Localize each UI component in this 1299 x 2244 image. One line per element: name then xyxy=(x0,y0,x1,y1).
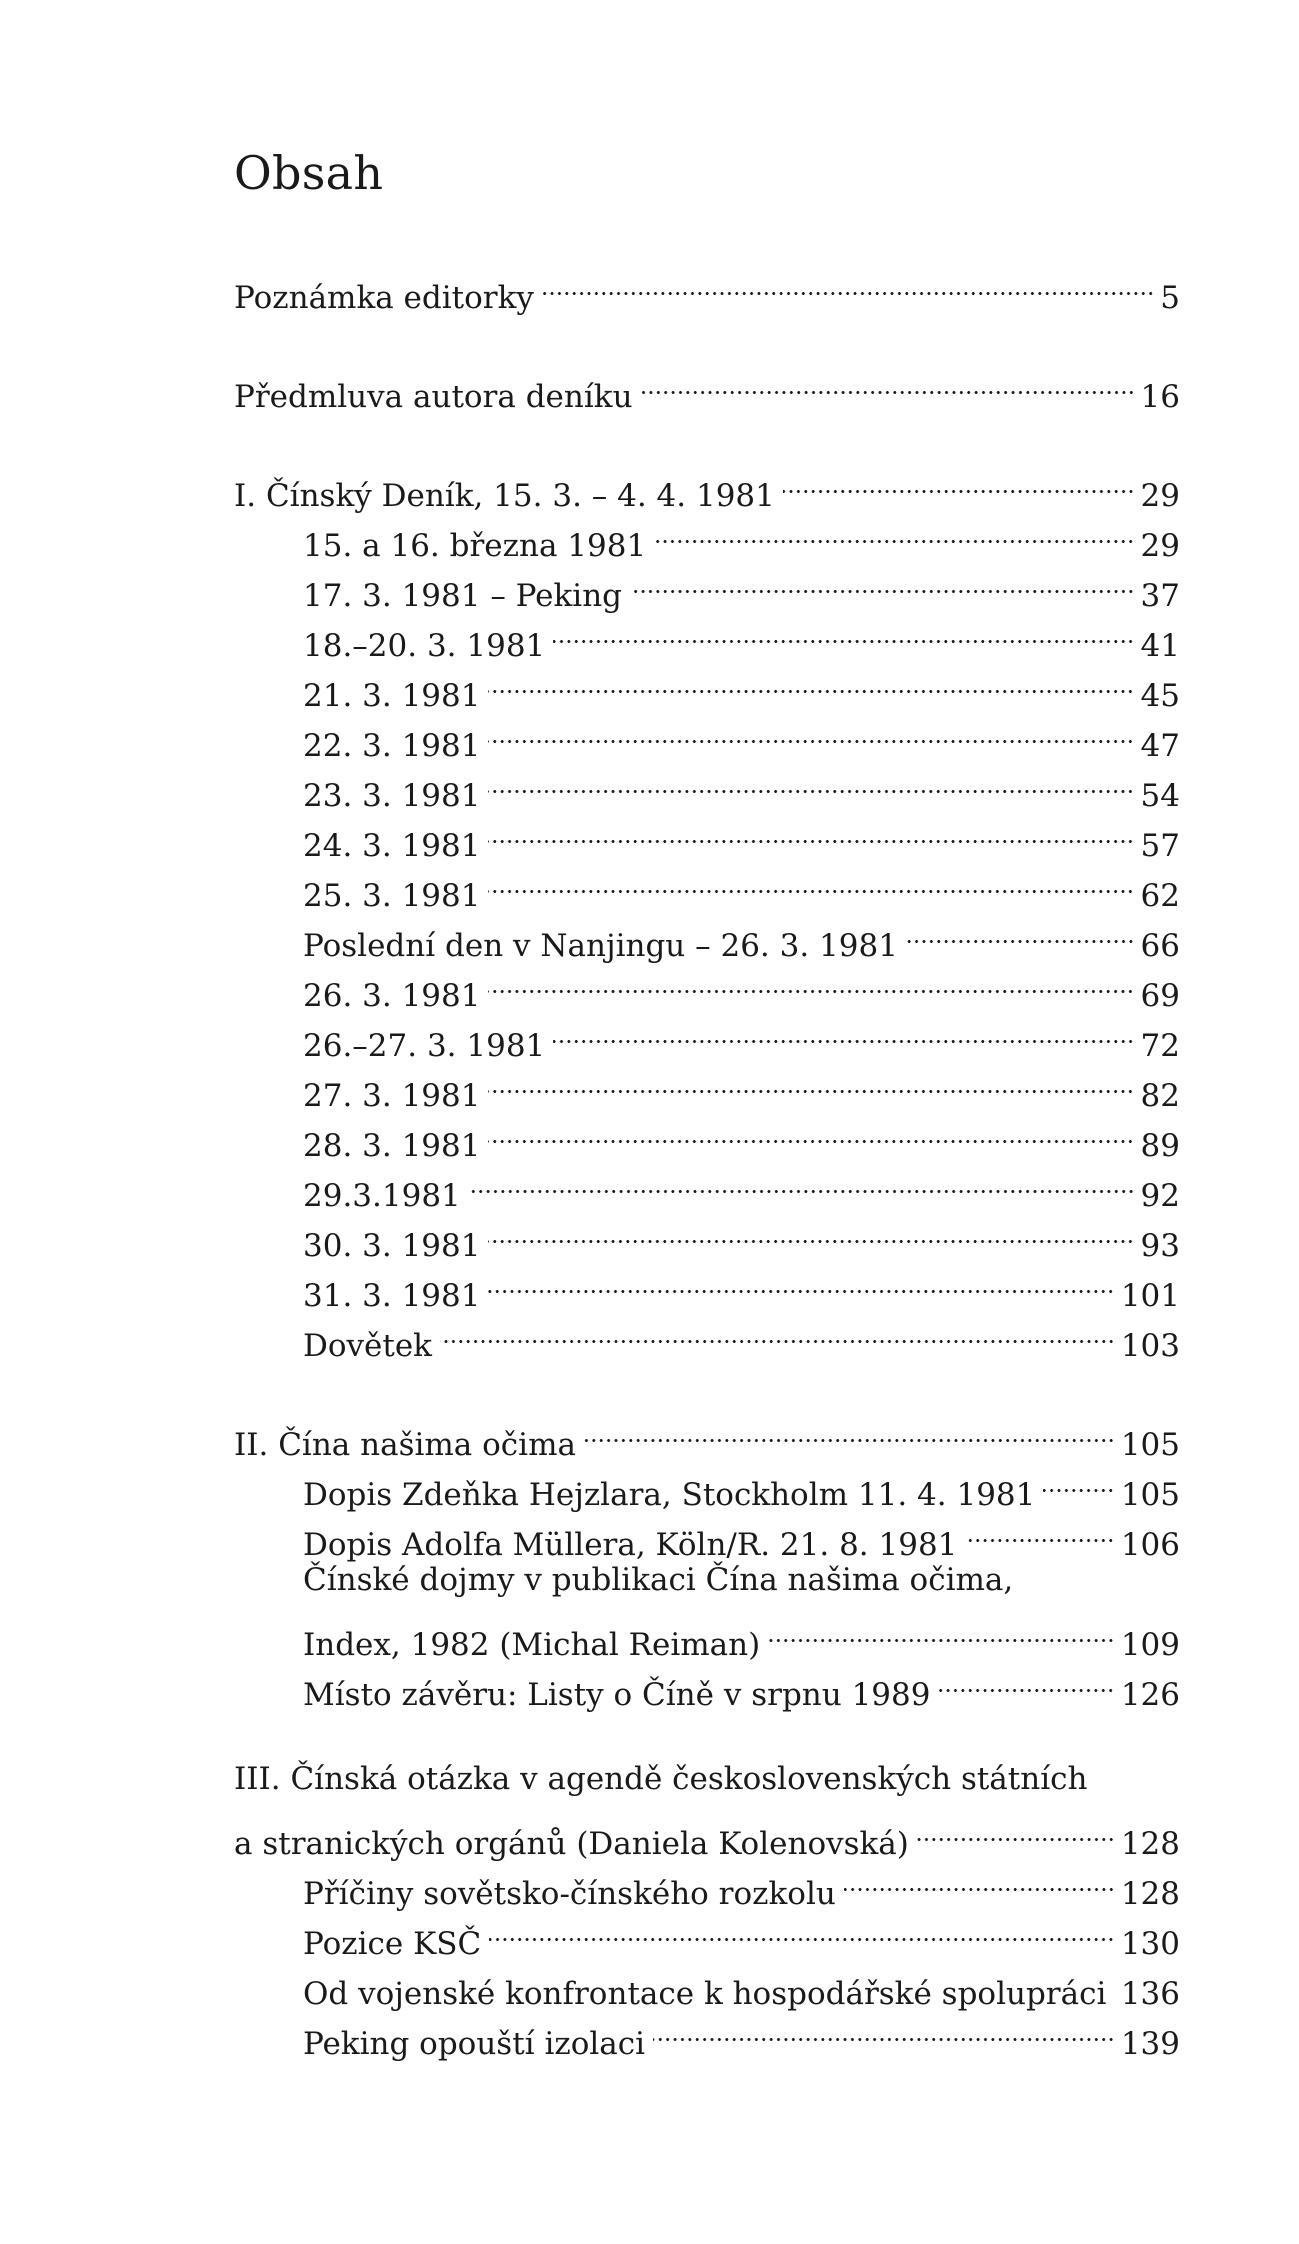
toc-entry-page: 82 xyxy=(1140,1078,1180,1114)
dot-leader xyxy=(488,806,1134,856)
toc-section-part1 xyxy=(234,456,1180,1364)
toc-entry-page: 139 xyxy=(1120,2026,1180,2062)
toc-part-page: 105 xyxy=(1120,1427,1180,1463)
dot-leader xyxy=(653,2004,1115,2054)
dot-leader xyxy=(488,1106,1134,1156)
toc-entry-title: 31. 3. 1981 xyxy=(303,1278,481,1314)
toc-section-part2 xyxy=(234,1405,1180,1713)
toc-entry-page: 136 xyxy=(1120,1976,1180,2012)
dot-leader xyxy=(488,656,1134,706)
toc-entry-page: 16 xyxy=(1140,379,1180,415)
toc-entry-title: Předmluva autora deníku xyxy=(234,379,633,415)
dot-leader xyxy=(584,1405,1115,1455)
table-of-contents xyxy=(234,258,1180,2062)
toc-entry-title: 25. 3. 1981 xyxy=(303,878,481,914)
toc-entry[interactable] xyxy=(234,258,1180,316)
toc-entry-title: Dopis Zdeňka Hejzlara, Stockholm 11. 4. 1981 xyxy=(303,1477,1036,1513)
toc-entry[interactable] xyxy=(234,357,1180,415)
toc-entry-title: 21. 3. 1981 xyxy=(303,678,481,714)
toc-part-heading[interactable] xyxy=(234,1804,1180,1862)
dot-leader xyxy=(488,756,1134,806)
toc-part-heading[interactable] xyxy=(234,456,1180,514)
toc-entry-title: Dovětek xyxy=(303,1328,432,1364)
toc-part-page: 128 xyxy=(1120,1826,1180,1862)
toc-entry-title: Místo závěru: Listy o Číně v srpnu 1989 xyxy=(303,1677,931,1713)
toc-entry-title: 24. 3. 1981 xyxy=(303,828,481,864)
toc-entry-title: 15. a 16. března 1981 xyxy=(303,528,647,564)
toc-entry-title: Poznámka editorky xyxy=(234,280,534,316)
toc-entry-page: 101 xyxy=(1120,1278,1180,1314)
toc-entry-title: Od vojenské konfrontace k hospodářské spolupráci xyxy=(303,1976,1107,2012)
toc-entry-page: 92 xyxy=(1140,1178,1180,1214)
toc-entry-title: 29.3.1981 xyxy=(303,1178,461,1214)
dot-leader xyxy=(488,1256,1114,1306)
toc-part-heading[interactable] xyxy=(234,1405,1180,1463)
dot-leader xyxy=(906,906,1135,956)
toc-entry-title: 27. 3. 1981 xyxy=(303,1078,481,1114)
dot-leader xyxy=(542,258,1154,308)
toc-section-intro xyxy=(234,258,1180,316)
toc-part-title: II. Čína našima očima xyxy=(234,1427,576,1463)
toc-entry-page: 126 xyxy=(1120,1677,1180,1713)
toc-part-title: I. Čínský Deník, 15. 3. – 4. 4. 1981 xyxy=(234,478,775,514)
dot-leader xyxy=(440,1306,1115,1356)
toc-entry-title: 28. 3. 1981 xyxy=(303,1128,481,1164)
toc-entry-title: 22. 3. 1981 xyxy=(303,728,481,764)
toc-entry-page: 128 xyxy=(1120,1876,1180,1912)
dot-leader xyxy=(654,506,1134,556)
toc-entry-title: Příčiny sovětsko-čínského rozkolu xyxy=(303,1876,836,1912)
dot-leader xyxy=(641,357,1135,407)
toc-entry-page: 62 xyxy=(1140,878,1180,914)
toc-entry-page: 130 xyxy=(1120,1926,1180,1962)
dot-leader xyxy=(488,1056,1134,1106)
toc-entry-page: 54 xyxy=(1140,778,1180,814)
toc-entry-page: 47 xyxy=(1140,728,1180,764)
dot-leader xyxy=(630,556,1135,606)
toc-entry-title: 17. 3. 1981 – Peking xyxy=(303,578,623,614)
dot-leader xyxy=(489,1904,1115,1954)
toc-entry-page: 103 xyxy=(1120,1328,1180,1364)
toc-part-title: a stranických orgánů (Daniela Kolenovská) xyxy=(234,1826,909,1862)
dot-leader xyxy=(553,1006,1134,1056)
dot-leader xyxy=(938,1655,1114,1705)
toc-entry-page: 41 xyxy=(1140,628,1180,664)
dot-leader xyxy=(917,1804,1115,1854)
dot-leader xyxy=(965,1505,1114,1555)
page-title: Obsah xyxy=(234,146,384,200)
dot-leader xyxy=(488,706,1134,756)
toc-entry-page: 109 xyxy=(1120,1627,1180,1663)
toc-section-part3 xyxy=(234,1754,1180,2062)
dot-leader xyxy=(844,1854,1115,1904)
toc-entry-title: 30. 3. 1981 xyxy=(303,1228,481,1264)
dot-leader xyxy=(488,1206,1134,1256)
toc-entry-page: 5 xyxy=(1160,280,1180,316)
toc-part-page: 29 xyxy=(1140,478,1180,514)
toc-section-preface xyxy=(234,357,1180,415)
toc-entry-title: 18.–20. 3. 1981 xyxy=(303,628,546,664)
toc-entry-page: 66 xyxy=(1140,928,1180,964)
dot-leader xyxy=(469,1156,1135,1206)
toc-entry-page: 29 xyxy=(1140,528,1180,564)
toc-entry-page: 69 xyxy=(1140,978,1180,1014)
toc-entry-page: 93 xyxy=(1140,1228,1180,1264)
toc-entry-page: 89 xyxy=(1140,1128,1180,1164)
toc-part-title-line1[interactable]: III. Čínská otázka v agendě československých státních xyxy=(234,1761,1088,1797)
toc-entry-page: 72 xyxy=(1140,1028,1180,1064)
toc-entry-page: 37 xyxy=(1140,578,1180,614)
toc-entry-title: 26.–27. 3. 1981 xyxy=(303,1028,546,1064)
toc-entry-title: 26. 3. 1981 xyxy=(303,978,481,1014)
dot-leader xyxy=(768,1605,1115,1655)
toc-entry-title: Index, 1982 (Michal Reiman) xyxy=(303,1627,761,1663)
dot-leader xyxy=(553,606,1134,656)
toc-entry-page: 45 xyxy=(1140,678,1180,714)
toc-entry-page: 57 xyxy=(1140,828,1180,864)
toc-entry-title: Poslední den v Nanjingu – 26. 3. 1981 xyxy=(303,928,898,964)
toc-entry[interactable] xyxy=(234,1605,1180,1663)
dot-leader xyxy=(488,856,1134,906)
toc-entry-title: 23. 3. 1981 xyxy=(303,778,481,814)
toc-entry-page: 105 xyxy=(1120,1477,1180,1513)
toc-entry-title: Pozice KSČ xyxy=(303,1926,482,1962)
dot-leader xyxy=(783,456,1135,506)
dot-leader xyxy=(488,956,1134,1006)
toc-entry-title-line1[interactable]: Čínské dojmy v publikaci Čína našima očima, xyxy=(303,1562,1014,1598)
toc-entry-title: Dopis Adolfa Müllera, Köln/R. 21. 8. 1981 xyxy=(303,1527,958,1563)
toc-entry-title: Peking opouští izolaci xyxy=(303,2026,646,2062)
toc-entry-page: 106 xyxy=(1120,1527,1180,1563)
dot-leader xyxy=(1043,1455,1114,1505)
